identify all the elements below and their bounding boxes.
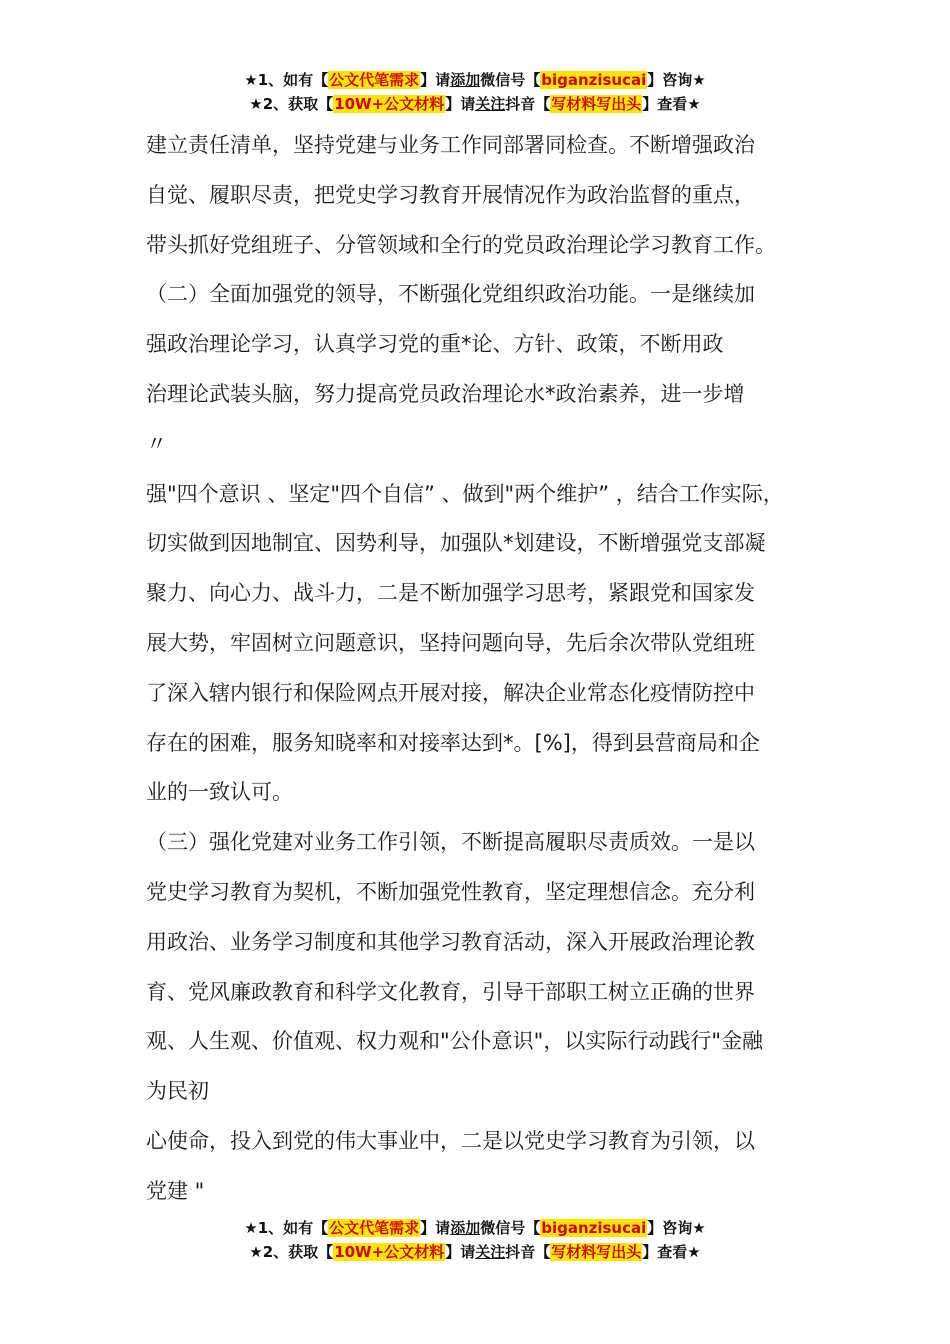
body-line: 带头抓好党组班子、分管领域和全行的党员政治理论学习教育工作。 [146, 232, 776, 257]
banner-text: 抖音【 [505, 95, 551, 113]
banner-text: 】请 [445, 95, 476, 113]
body-line: 〃 [146, 431, 167, 456]
douyin-account-tag: 写材料写出头 [551, 1243, 642, 1261]
body-line: 聚力、向心力、战斗力，二是不断加强学习思考，紧跟党和国家发 [146, 581, 755, 606]
highlight-tag: 10W+公文材料 [334, 1243, 445, 1261]
body-line: 育、党风廉政教育和科学文化教育，引导干部职工树立正确的世界 [146, 979, 755, 1004]
banner-text: ★2、获取【 [249, 95, 334, 113]
banner-text: 抖音【 [505, 1243, 551, 1261]
banner-line-1 [0, 1216, 950, 1240]
body-line: 切实做到因地制宜、因势利导，加强队*划建设，不断增强党支部凝 [146, 531, 766, 556]
banner-text: 微信号【 [480, 71, 541, 89]
banner-text: 微信号【 [480, 1219, 541, 1237]
banner-line-2 [0, 1240, 950, 1264]
header-banner [0, 68, 950, 116]
banner-text: ★1、如有【 [244, 71, 329, 89]
body-line: （三）强化党建对业务工作引领，不断提高履职尽责质效。一是以 [146, 830, 755, 855]
highlight-tag: 10W+公文材料 [334, 95, 445, 113]
douyin-account-tag: 写材料写出头 [551, 95, 642, 113]
body-line: 强政治理论学习，认真学习党的重*论、方针、政策，不断用政 [146, 332, 724, 357]
banner-text: 】咨询★ [647, 1219, 706, 1237]
banner-text: 】查看★ [642, 1243, 701, 1261]
banner-text: 】咨询★ [647, 71, 706, 89]
banner-line-2 [0, 92, 950, 116]
underlined-text: 添加 [450, 1219, 481, 1237]
wechat-id-tag: biganzisucai [541, 71, 647, 89]
body-line: 业的一致认可。 [146, 780, 293, 805]
banner-text: 】查看★ [642, 95, 701, 113]
body-line: 为民初 [146, 1079, 209, 1104]
banner-text: 】请 [420, 1219, 451, 1237]
body-line: 用政治、业务学习制度和其他学习教育活动，深入开展政治理论教 [146, 929, 755, 954]
body-line: 党史学习教育为契机，不断加强党性教育，坚定理想信念。充分利 [146, 879, 755, 904]
banner-text: 】请 [445, 1243, 476, 1261]
highlight-tag: 公文代笔需求 [329, 1219, 420, 1237]
document-body [146, 121, 846, 1217]
highlight-tag: 公文代笔需求 [329, 71, 420, 89]
body-line: 了深入辖内银行和保险网点开展对接，解决企业常态化疫情防控中 [146, 680, 755, 705]
footer-banner [0, 1216, 950, 1264]
body-line: 党建 " [146, 1178, 205, 1203]
underlined-text: 添加 [450, 71, 481, 89]
underlined-text: 关注 [475, 1243, 506, 1261]
body-line: 治理论武装头脑，努力提高党员政治理论水*政治素养，进一步增 [146, 381, 745, 406]
body-line: 强"四个意识 、坚定"四个自信” 、做到"两个维护” ，结合工作实际， [146, 481, 784, 506]
body-line: 心使命，投入到党的伟大事业中，二是以党史学习教育为引领，以 [146, 1128, 755, 1153]
body-line: 存在的困难，服务知晓率和对接率达到*。[%]，得到县营商局和企 [146, 730, 760, 755]
body-line: 观、人生观、价值观、权力观和"公仆意识"，以实际行动践行"金融 [146, 1029, 763, 1054]
body-line: （二）全面加强党的领导，不断强化党组织政治功能。一是继续加 [146, 282, 755, 307]
underlined-text: 关注 [475, 95, 506, 113]
body-line: 展大势，牢固树立问题意识，坚持问题向导，先后余次带队党组班 [146, 630, 755, 655]
banner-text: 】请 [420, 71, 451, 89]
banner-text: ★2、获取【 [249, 1243, 334, 1261]
wechat-id-tag: biganzisucai [541, 1219, 647, 1237]
body-line: 自觉、履职尽责，把党史学习教育开展情况作为政治监督的重点， [146, 182, 755, 207]
banner-line-1 [0, 68, 950, 92]
banner-text: ★1、如有【 [244, 1219, 329, 1237]
body-line: 建立责任清单，坚持党建与业务工作同部署同检查。不断增强政治 [146, 133, 755, 157]
